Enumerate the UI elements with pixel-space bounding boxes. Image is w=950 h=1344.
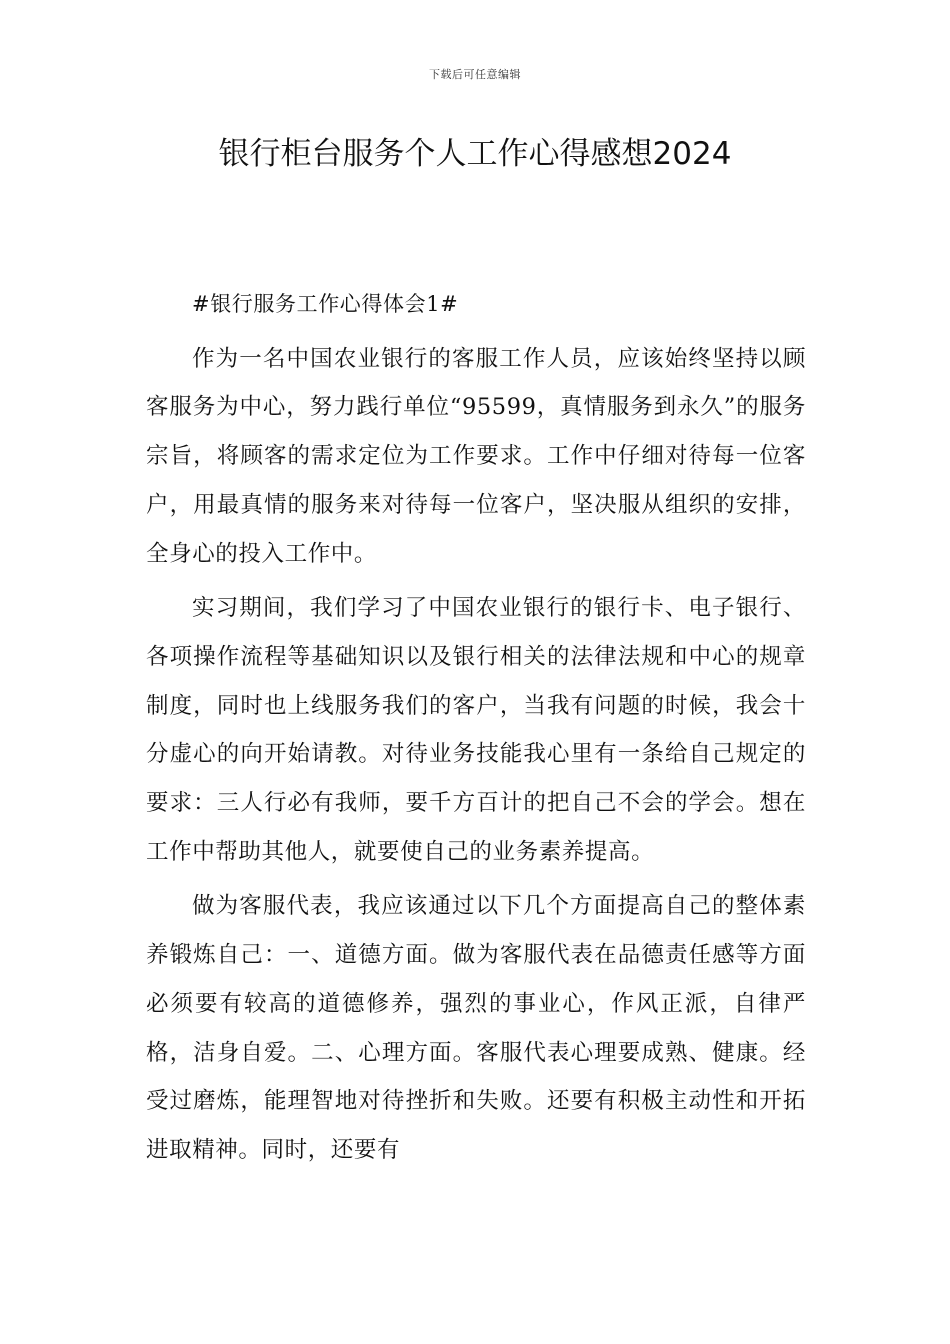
section-heading: #银行服务工作心得体会1# [192,292,459,316]
paragraph-3: 做为客服代表，我应该通过以下几个方面提高自己的整体素养锻炼自己：一、道德方面。做为客服代表在品德责任感等方面必须要有较高的道德修养，强烈的事业心，作风正派，自律严格，洁身自爱。二、心理方面。客服代表心理要成熟、健康。经受过磨炼，能理智地对待挫折和失败。还要有积极主动性和开拓进取精神。同时，还要有 [146,893,806,1163]
document-title: 银行柜台服务个人工作心得感想2024 [218,136,732,172]
document-body [146,280,806,1181]
header-note: 下载后可任意编辑 [429,68,521,81]
paragraph-2: 实习期间，我们学习了中国农业银行的银行卡、电子银行、各项操作流程等基础知识以及银行相关的法律法规和中心的规章制度，同时也上线服务我们的客户，当我有问题的时候，我会十分虚心的向开始请教。对待业务技能我心里有一条给自己规定的要求：三人行必有我师，要千方百计的把自己不会的学会。想在工作中帮助其他人，就要使自己的业务素养提高。 [146,595,806,865]
paragraph-1: 作为一名中国农业银行的客服工作人员，应该始终坚持以顾客服务为中心，努力践行单位“95599，真情服务到永久”的服务宗旨，将顾客的需求定位为工作要求。工作中仔细对待每一位客户，用最真情的服务来对待每一位客户，坚决服从组织的安排，全身心的投入工作中。 [146,345,806,567]
